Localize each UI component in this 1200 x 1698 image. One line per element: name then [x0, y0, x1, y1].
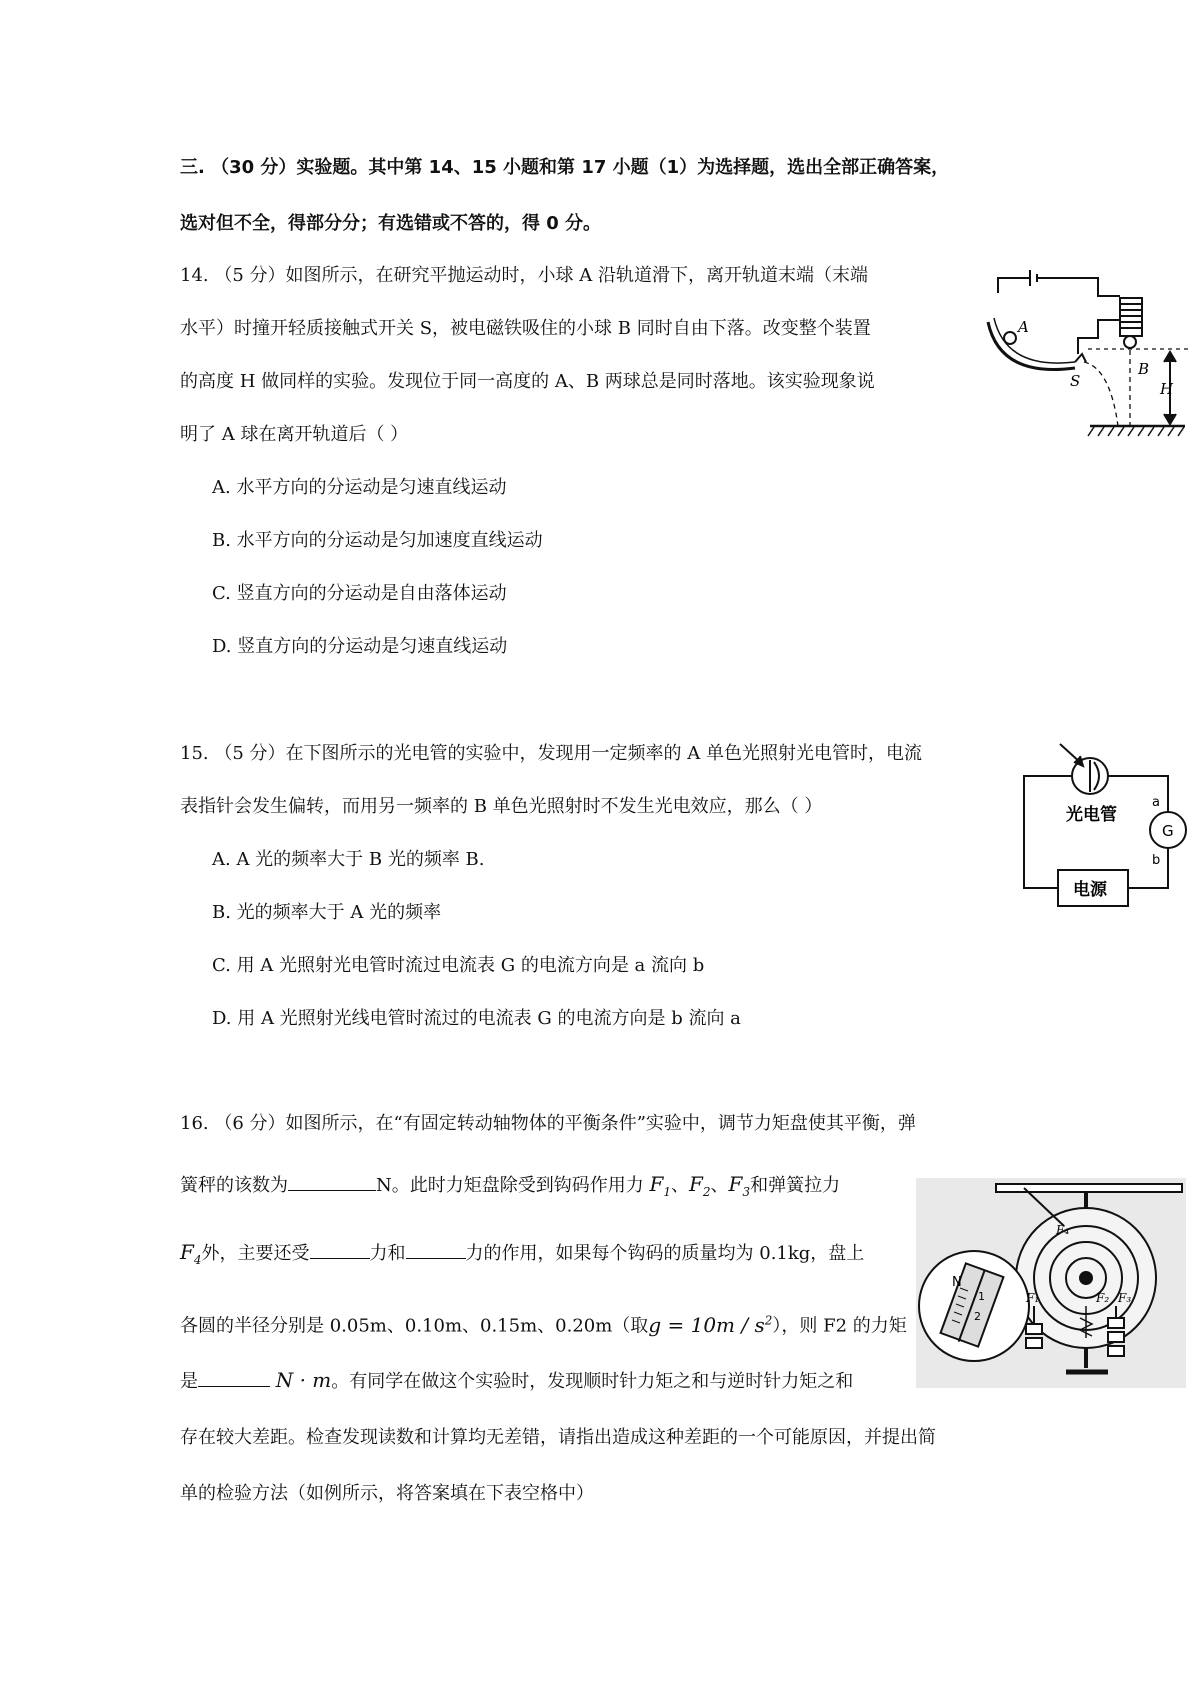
q16-line4-start: 各圆的半径分别是 0.05m、0.10m、0.15m、0.20m（取	[180, 1315, 649, 1337]
q16-force-f2: $F_2$	[689, 1172, 711, 1199]
q14-option-b[interactable]: B. 水平方向的分运动是匀加速度直线运动	[212, 530, 543, 551]
q16-line3-mid: 力和	[369, 1243, 406, 1264]
q16-force-f1: $F_1$	[649, 1172, 672, 1199]
q15-fig-label-a: a	[1152, 795, 1160, 810]
q15-text-line1: 15. （5 分）在下图所示的光电管的实验中，发现用一定频率的 A 单色光照射光电管时，电流	[180, 743, 922, 764]
q14-fig-label-a: A	[1018, 318, 1029, 336]
q16-line5-end: 。有同学在做这个实验时，发现顺时针力矩之和与逆时针力矩之和	[331, 1371, 854, 1392]
q16-fig-label-f2: F₂	[1096, 1291, 1110, 1305]
q14-text-line1: 14. （5 分）如图所示，在研究平抛运动时，小球 A 沿轨道滑下，离开轨道末端（末端	[180, 265, 868, 286]
q16-fig-scale-2: 2	[974, 1310, 981, 1323]
q16-line2-start: 簧秤的该数为	[180, 1175, 288, 1196]
q16-text-line6: 存在较大差距。检查发现读数和计算均无差错，请指出造成这种差距的一个可能原因，并提出简	[180, 1427, 936, 1448]
q16-force-sep-1: 、	[671, 1175, 690, 1196]
q14-option-a[interactable]: A. 水平方向的分运动是匀速直线运动	[212, 477, 507, 498]
q16-text-line1: 16. （6 分）如图所示，在“有固定转动轴物体的平衡条件”实验中，调节力矩盘使其平衡，弹	[180, 1113, 916, 1134]
q14-option-c[interactable]: C. 竖直方向的分运动是自由落体运动	[212, 583, 507, 604]
q14-text-line3: 的高度 H 做同样的实验。发现位于同一高度的 A、B 两球总是同时落地。该实验现象说	[180, 371, 875, 392]
q16-g-formula: $g = 10m / s^2$	[648, 1312, 773, 1337]
q14-fig-label-s: S	[1070, 372, 1081, 390]
q16-fig-label-f1: F₁	[1026, 1291, 1040, 1305]
q15-option-c[interactable]: C. 用 A 光照射光电管时流过电流表 G 的电流方向是 a 流向 b	[212, 955, 705, 976]
q14-text-line4: 明了 A 球在离开轨道后（ ）	[180, 424, 409, 445]
q16-fig-scale-1: 1	[978, 1290, 985, 1303]
q16-text-line2	[180, 1172, 840, 1204]
q16-torque-disk-figure	[916, 1178, 1186, 1388]
q15-text-line2: 表指针会发生偏转，而用另一频率的 B 单色光照射时不发生光电效应，那么（ ）	[180, 796, 823, 817]
q14-text-line2: 水平）时撞开轻质接触式开关 S，被电磁铁吸住的小球 B 同时自由下落。改变整个装置	[180, 318, 871, 339]
q16-force-f4: $F_4$	[180, 1240, 202, 1267]
q16-line3-end: 力的作用，如果每个钩码的质量均为 0.1kg，盘上	[465, 1243, 865, 1264]
q14-fig-label-b: B	[1138, 360, 1150, 378]
q16-line2-mid: N。此时力矩盘除受到钩码作用力	[376, 1175, 644, 1196]
q15-fig-source-label: 电源	[1073, 880, 1107, 900]
q16-force-sep-2: 、	[710, 1175, 729, 1196]
section-header-line1: 三. （30 分）实验题。其中第 14、15 小题和第 17 小题（1）为选择题，选出全部正确答案，	[180, 157, 950, 178]
q15-option-a[interactable]: A. A 光的频率大于 B 光的频率 B.	[212, 849, 485, 870]
q16-line5-start: 是	[180, 1371, 198, 1392]
q15-option-b[interactable]: B. 光的频率大于 A 光的频率	[212, 902, 442, 923]
q14-fig-label-h: H	[1160, 380, 1174, 398]
q15-option-d[interactable]: D. 用 A 光照射光线电管时流过的电流表 G 的电流方向是 b 流向 a	[212, 1008, 741, 1029]
q16-fig-label-f4: F₄	[1056, 1223, 1070, 1237]
q16-blank-spring-reading[interactable]	[288, 1172, 376, 1191]
q16-blank-torque[interactable]	[198, 1368, 270, 1387]
q16-text-line7: 单的检验方法（如例所示，将答案填在下表空格中）	[180, 1483, 594, 1504]
section-header-line2: 选对但不全，得部分分；有选错或不答的，得 0 分。	[180, 213, 602, 234]
q16-unit: N · m	[275, 1368, 332, 1392]
q15-fig-label-b: b	[1152, 853, 1161, 868]
q16-text-line3	[180, 1240, 864, 1272]
q16-fig-label-f3: F₃	[1118, 1291, 1132, 1305]
q16-blank-force-2[interactable]	[406, 1240, 466, 1259]
q14-projectile-figure	[980, 258, 1190, 448]
q15-fig-meter-label: G	[1162, 822, 1174, 840]
q16-force-f3: $F_3$	[728, 1172, 751, 1199]
q16-line3-start: 外，主要还受	[201, 1243, 310, 1264]
q16-line4-end: ），则 F2 的力矩	[772, 1315, 907, 1337]
q15-photoelectric-figure	[1020, 738, 1192, 908]
q15-fig-tube-label: 光电管	[1066, 805, 1117, 825]
q16-line2-end: 和弹簧拉力	[750, 1175, 841, 1196]
q14-option-d[interactable]: D. 竖直方向的分运动是匀速直线运动	[212, 636, 508, 657]
q16-text-line5	[180, 1368, 853, 1394]
q16-text-line4	[180, 1308, 907, 1339]
q16-fig-label-n: N	[952, 1275, 962, 1290]
q16-blank-force-1[interactable]	[310, 1240, 370, 1259]
